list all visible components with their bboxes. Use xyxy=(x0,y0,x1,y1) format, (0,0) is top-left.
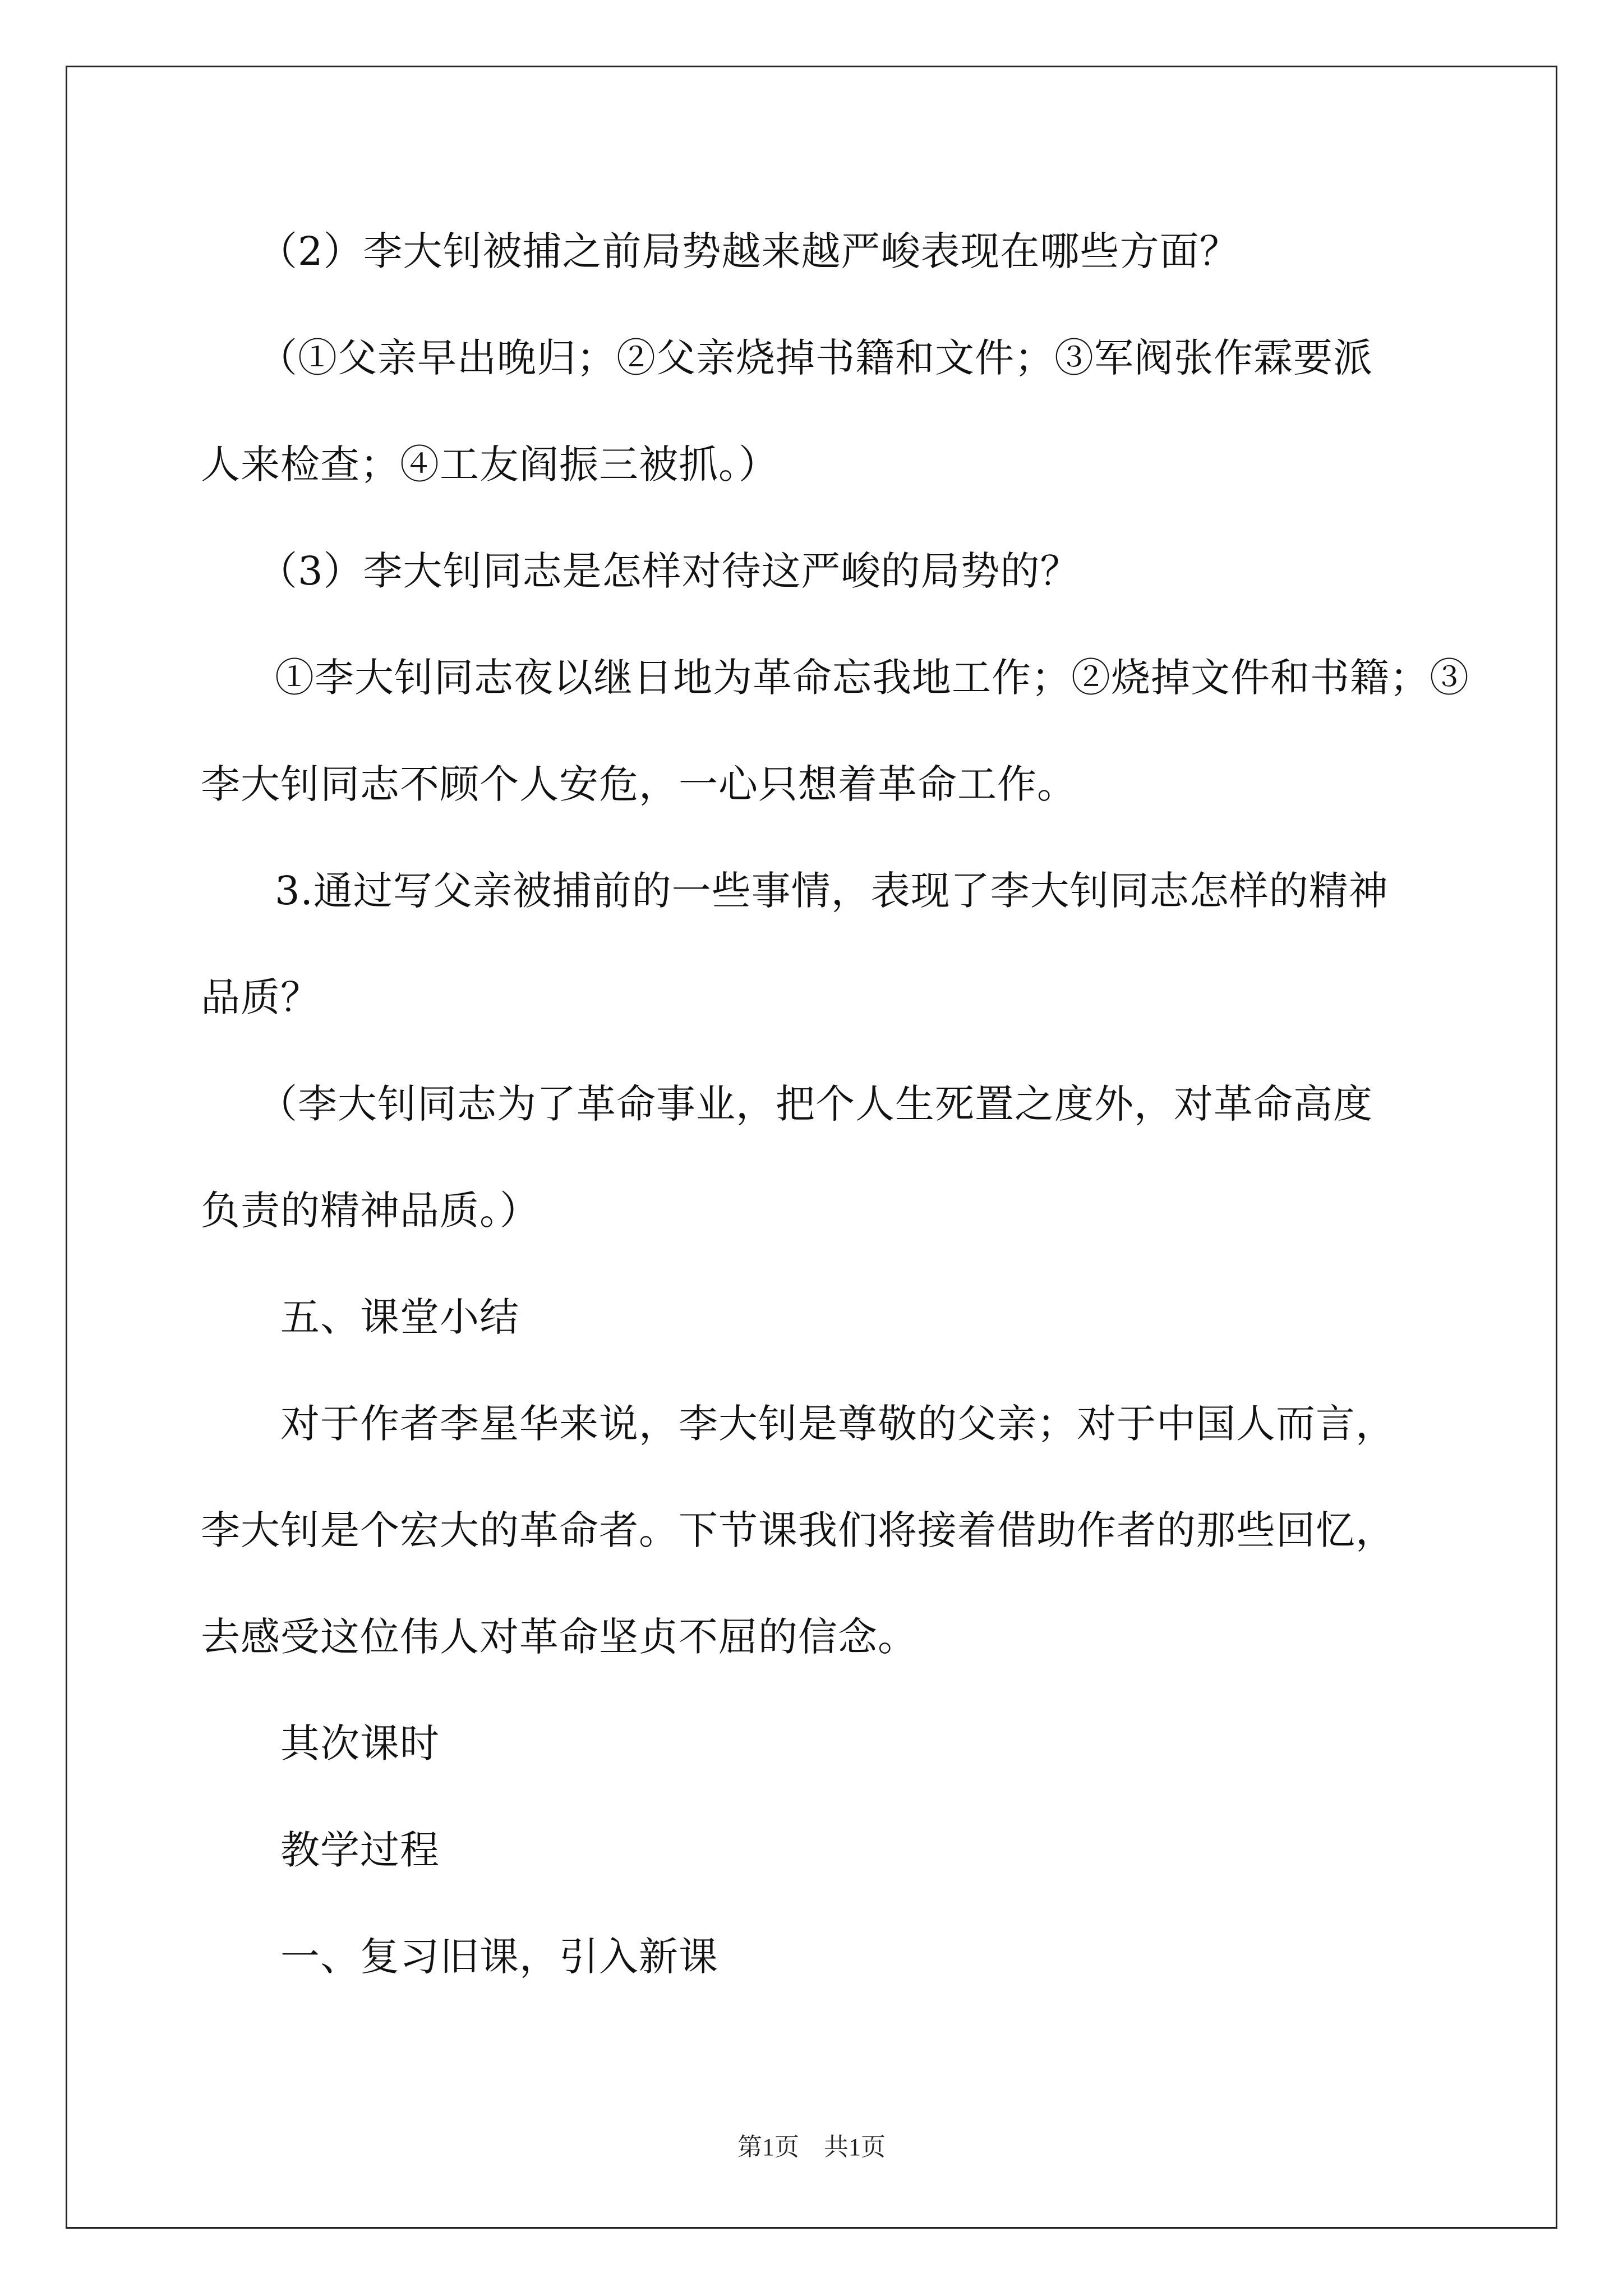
text-line-5: ①李大钊同志夜以继日地为革命忘我地工作；②烧掉文件和书籍；③ xyxy=(275,655,1469,701)
text-line-7: 3.通过写父亲被捕前的一些事情，表现了李大钊同志怎样的精神 xyxy=(275,868,1389,914)
text-line-10: 负责的精神品质。） xyxy=(201,1188,540,1234)
page-border xyxy=(66,66,1557,2229)
text-line-1: （2）李大钊被捕之前局势越来越严峻表现在哪些方面？ xyxy=(258,228,1239,274)
text-line-4: （3）李大钊同志是怎样对待这严峻的局势的？ xyxy=(258,548,1080,594)
text-line-13: 李大钊是个宏大的革命者。下节课我们将接着借助作者的那些回忆， xyxy=(201,1507,1395,1553)
text-line-14: 去感受这位伟人对革命坚贞不屈的信念。 xyxy=(201,1614,917,1660)
text-line-9: （李大钊同志为了革命事业，把个人生死置之度外，对革命高度 xyxy=(258,1081,1373,1127)
section-heading-second-lesson: 其次课时 xyxy=(280,1720,440,1766)
text-line-3: 人来检查；④工友阎振三被抓。） xyxy=(201,441,778,487)
text-line-8: 品质？ xyxy=(201,974,320,1020)
section-heading-teaching-process: 教学过程 xyxy=(280,1827,440,1873)
page-footer: 第1页 共1页 xyxy=(737,2133,886,2161)
section-heading-summary: 五、课堂小结 xyxy=(280,1294,519,1340)
section-heading-review: 一、复习旧课，引入新课 xyxy=(280,1934,718,1980)
text-line-6: 李大钊同志不顾个人安危，一心只想着革命工作。 xyxy=(201,761,1077,807)
text-line-12: 对于作者李星华来说，李大钊是尊敬的父亲；对于中国人而言， xyxy=(280,1401,1395,1447)
text-line-2: （①父亲早出晚归；②父亲烧掉书籍和文件；③军阀张作霖要派 xyxy=(258,335,1373,381)
